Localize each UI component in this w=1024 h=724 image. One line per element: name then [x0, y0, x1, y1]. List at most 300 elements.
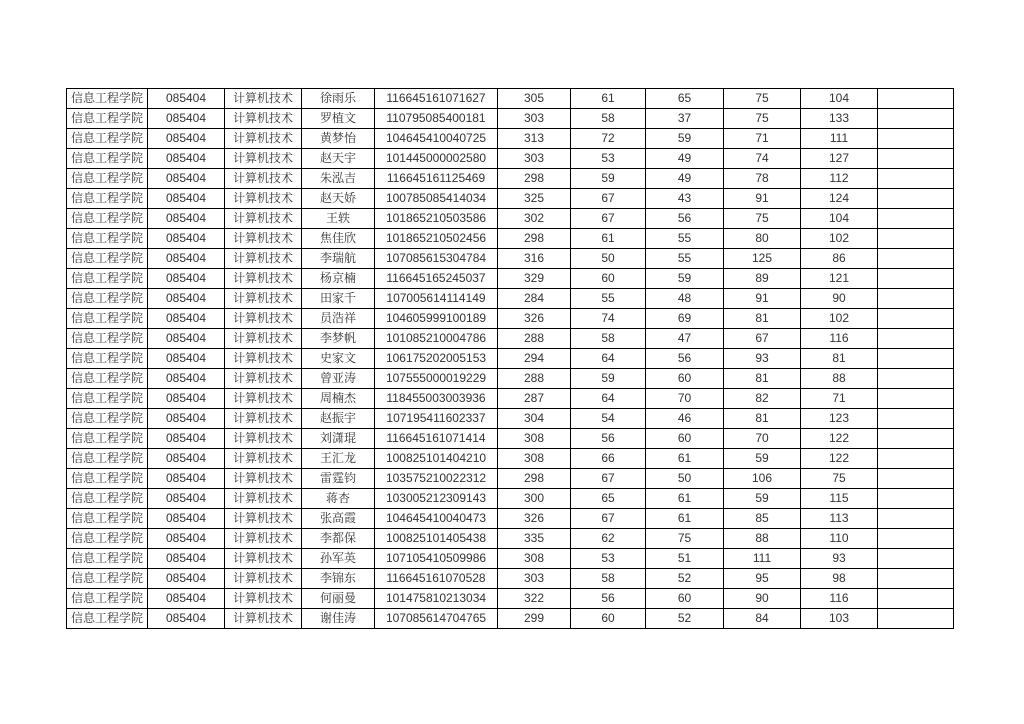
cell-score-3: 75 [724, 109, 801, 129]
cell-name: 杨京楠 [302, 269, 375, 289]
cell-note [878, 349, 954, 369]
cell-major: 计算机技术 [225, 89, 302, 109]
cell-score-4: 123 [801, 409, 878, 429]
cell-note [878, 249, 954, 269]
table-row [67, 249, 954, 269]
cell-note [878, 549, 954, 569]
cell-total-score: 316 [498, 249, 571, 269]
cell-exam-id: 104645410040473 [375, 509, 498, 529]
cell-total-score: 302 [498, 209, 571, 229]
cell-major: 计算机技术 [225, 529, 302, 549]
cell-major: 计算机技术 [225, 609, 302, 629]
cell-total-score: 313 [498, 129, 571, 149]
cell-major-code: 085404 [148, 429, 225, 449]
cell-name: 王轶 [302, 209, 375, 229]
cell-score-3: 93 [724, 349, 801, 369]
cell-score-4: 102 [801, 229, 878, 249]
cell-note [878, 429, 954, 449]
table-row [67, 269, 954, 289]
table-row [67, 149, 954, 169]
cell-total-score: 303 [498, 149, 571, 169]
cell-score-1: 58 [571, 569, 646, 589]
cell-exam-id: 100785085414034 [375, 189, 498, 209]
cell-name: 史家文 [302, 349, 375, 369]
cell-name: 赵振宇 [302, 409, 375, 429]
cell-note [878, 369, 954, 389]
cell-score-1: 64 [571, 389, 646, 409]
table-row [67, 309, 954, 329]
cell-major-code: 085404 [148, 349, 225, 369]
cell-note [878, 169, 954, 189]
table-row [67, 569, 954, 589]
cell-total-score: 325 [498, 189, 571, 209]
cell-major: 计算机技术 [225, 329, 302, 349]
cell-score-4: 98 [801, 569, 878, 589]
cell-score-2: 60 [646, 589, 724, 609]
cell-score-2: 65 [646, 89, 724, 109]
table-row [67, 609, 954, 629]
cell-major: 计算机技术 [225, 389, 302, 409]
cell-exam-id: 116645161071627 [375, 89, 498, 109]
cell-exam-id: 107005614114149 [375, 289, 498, 309]
cell-note [878, 529, 954, 549]
cell-score-2: 50 [646, 469, 724, 489]
cell-score-3: 90 [724, 589, 801, 609]
cell-score-3: 85 [724, 509, 801, 529]
cell-name: 王汇龙 [302, 449, 375, 469]
table-row [67, 489, 954, 509]
cell-total-score: 303 [498, 109, 571, 129]
cell-score-4: 116 [801, 329, 878, 349]
cell-note [878, 409, 954, 429]
cell-college: 信息工程学院 [67, 329, 148, 349]
score-table [66, 88, 954, 629]
cell-score-4: 121 [801, 269, 878, 289]
cell-note [878, 389, 954, 409]
table-row [67, 429, 954, 449]
cell-college: 信息工程学院 [67, 269, 148, 289]
cell-note [878, 509, 954, 529]
cell-total-score: 298 [498, 229, 571, 249]
cell-major-code: 085404 [148, 329, 225, 349]
cell-college: 信息工程学院 [67, 489, 148, 509]
cell-major-code: 085404 [148, 269, 225, 289]
cell-score-3: 81 [724, 309, 801, 329]
table-row [67, 449, 954, 469]
cell-total-score: 308 [498, 449, 571, 469]
cell-name: 李锦东 [302, 569, 375, 589]
cell-exam-id: 100825101405438 [375, 529, 498, 549]
cell-name: 雷霆钧 [302, 469, 375, 489]
cell-score-1: 67 [571, 509, 646, 529]
table-row [67, 469, 954, 489]
cell-note [878, 589, 954, 609]
cell-score-3: 125 [724, 249, 801, 269]
cell-name: 谢佳涛 [302, 609, 375, 629]
cell-exam-id: 118455003003936 [375, 389, 498, 409]
cell-major-code: 085404 [148, 309, 225, 329]
cell-total-score: 287 [498, 389, 571, 409]
cell-note [878, 489, 954, 509]
cell-major-code: 085404 [148, 289, 225, 309]
cell-score-2: 59 [646, 129, 724, 149]
cell-score-3: 71 [724, 129, 801, 149]
cell-score-3: 84 [724, 609, 801, 629]
cell-score-1: 65 [571, 489, 646, 509]
cell-name: 焦佳欣 [302, 229, 375, 249]
cell-major: 计算机技术 [225, 369, 302, 389]
cell-score-2: 55 [646, 249, 724, 269]
cell-score-1: 55 [571, 289, 646, 309]
cell-college: 信息工程学院 [67, 509, 148, 529]
cell-total-score: 322 [498, 589, 571, 609]
cell-score-4: 104 [801, 89, 878, 109]
cell-score-1: 61 [571, 89, 646, 109]
cell-exam-id: 107195411602337 [375, 409, 498, 429]
cell-exam-id: 101865210502456 [375, 229, 498, 249]
cell-major-code: 085404 [148, 489, 225, 509]
cell-score-4: 88 [801, 369, 878, 389]
cell-score-4: 116 [801, 589, 878, 609]
cell-score-3: 91 [724, 289, 801, 309]
cell-score-3: 89 [724, 269, 801, 289]
cell-total-score: 294 [498, 349, 571, 369]
cell-score-3: 111 [724, 549, 801, 569]
cell-score-3: 106 [724, 469, 801, 489]
cell-major-code: 085404 [148, 469, 225, 489]
table-row [67, 289, 954, 309]
cell-score-4: 110 [801, 529, 878, 549]
cell-score-3: 81 [724, 409, 801, 429]
cell-score-4: 111 [801, 129, 878, 149]
cell-score-3: 59 [724, 449, 801, 469]
cell-score-1: 53 [571, 149, 646, 169]
cell-score-3: 95 [724, 569, 801, 589]
cell-score-1: 67 [571, 209, 646, 229]
cell-score-2: 61 [646, 489, 724, 509]
cell-score-4: 102 [801, 309, 878, 329]
cell-score-4: 71 [801, 389, 878, 409]
cell-score-4: 122 [801, 449, 878, 469]
cell-note [878, 109, 954, 129]
cell-note [878, 469, 954, 489]
cell-name: 曾亚涛 [302, 369, 375, 389]
cell-college: 信息工程学院 [67, 189, 148, 209]
cell-name: 李梦帆 [302, 329, 375, 349]
cell-total-score: 304 [498, 409, 571, 429]
table-row [67, 109, 954, 129]
cell-score-3: 82 [724, 389, 801, 409]
cell-score-2: 70 [646, 389, 724, 409]
cell-score-4: 127 [801, 149, 878, 169]
cell-major: 计算机技术 [225, 249, 302, 269]
cell-note [878, 569, 954, 589]
cell-major-code: 085404 [148, 189, 225, 209]
cell-exam-id: 100825101404210 [375, 449, 498, 469]
cell-score-1: 60 [571, 269, 646, 289]
cell-score-3: 81 [724, 369, 801, 389]
cell-college: 信息工程学院 [67, 549, 148, 569]
cell-score-2: 61 [646, 449, 724, 469]
cell-name: 何丽曼 [302, 589, 375, 609]
cell-major: 计算机技术 [225, 209, 302, 229]
cell-score-1: 59 [571, 369, 646, 389]
cell-major: 计算机技术 [225, 109, 302, 129]
cell-college: 信息工程学院 [67, 289, 148, 309]
cell-score-1: 67 [571, 469, 646, 489]
cell-total-score: 305 [498, 89, 571, 109]
cell-note [878, 309, 954, 329]
cell-score-4: 122 [801, 429, 878, 449]
cell-name: 黄梦怡 [302, 129, 375, 149]
table-row [67, 209, 954, 229]
cell-score-2: 49 [646, 149, 724, 169]
cell-score-2: 69 [646, 309, 724, 329]
cell-score-1: 64 [571, 349, 646, 369]
cell-exam-id: 101085210004786 [375, 329, 498, 349]
cell-note [878, 609, 954, 629]
cell-name: 李都保 [302, 529, 375, 549]
cell-score-1: 59 [571, 169, 646, 189]
cell-exam-id: 116645165245037 [375, 269, 498, 289]
cell-college: 信息工程学院 [67, 349, 148, 369]
cell-major: 计算机技术 [225, 469, 302, 489]
cell-total-score: 284 [498, 289, 571, 309]
cell-score-2: 49 [646, 169, 724, 189]
cell-major: 计算机技术 [225, 169, 302, 189]
cell-score-2: 37 [646, 109, 724, 129]
cell-major-code: 085404 [148, 89, 225, 109]
cell-major-code: 085404 [148, 109, 225, 129]
cell-college: 信息工程学院 [67, 89, 148, 109]
cell-college: 信息工程学院 [67, 589, 148, 609]
cell-total-score: 326 [498, 309, 571, 329]
cell-total-score: 329 [498, 269, 571, 289]
cell-score-4: 81 [801, 349, 878, 369]
cell-name: 赵天宇 [302, 149, 375, 169]
cell-college: 信息工程学院 [67, 109, 148, 129]
cell-score-4: 124 [801, 189, 878, 209]
cell-major-code: 085404 [148, 129, 225, 149]
table-row [67, 89, 954, 109]
cell-major: 计算机技术 [225, 309, 302, 329]
cell-score-1: 60 [571, 609, 646, 629]
cell-college: 信息工程学院 [67, 429, 148, 449]
cell-score-2: 56 [646, 209, 724, 229]
cell-score-3: 91 [724, 189, 801, 209]
cell-score-3: 67 [724, 329, 801, 349]
cell-total-score: 308 [498, 429, 571, 449]
cell-score-4: 75 [801, 469, 878, 489]
cell-score-4: 104 [801, 209, 878, 229]
cell-major-code: 085404 [148, 229, 225, 249]
cell-major: 计算机技术 [225, 129, 302, 149]
cell-exam-id: 107105410509986 [375, 549, 498, 569]
cell-major-code: 085404 [148, 209, 225, 229]
cell-score-4: 113 [801, 509, 878, 529]
cell-exam-id: 101475810213034 [375, 589, 498, 609]
cell-score-4: 133 [801, 109, 878, 129]
cell-score-2: 61 [646, 509, 724, 529]
cell-note [878, 269, 954, 289]
cell-score-1: 56 [571, 429, 646, 449]
cell-name: 罗植文 [302, 109, 375, 129]
cell-score-1: 72 [571, 129, 646, 149]
cell-name: 周楠杰 [302, 389, 375, 409]
cell-college: 信息工程学院 [67, 149, 148, 169]
cell-score-1: 66 [571, 449, 646, 469]
cell-total-score: 303 [498, 569, 571, 589]
cell-score-1: 54 [571, 409, 646, 429]
cell-exam-id: 106175202005153 [375, 349, 498, 369]
table-row [67, 329, 954, 349]
cell-score-2: 60 [646, 429, 724, 449]
cell-total-score: 326 [498, 509, 571, 529]
cell-score-2: 75 [646, 529, 724, 549]
cell-major: 计算机技术 [225, 449, 302, 469]
cell-college: 信息工程学院 [67, 169, 148, 189]
cell-total-score: 335 [498, 529, 571, 549]
cell-total-score: 298 [498, 469, 571, 489]
cell-total-score: 288 [498, 369, 571, 389]
cell-score-2: 46 [646, 409, 724, 429]
cell-exam-id: 103005212309143 [375, 489, 498, 509]
cell-total-score: 298 [498, 169, 571, 189]
cell-major-code: 085404 [148, 589, 225, 609]
cell-major-code: 085404 [148, 449, 225, 469]
cell-major: 计算机技术 [225, 409, 302, 429]
cell-exam-id: 116645161071414 [375, 429, 498, 449]
cell-name: 孙军英 [302, 549, 375, 569]
cell-college: 信息工程学院 [67, 529, 148, 549]
cell-total-score: 308 [498, 549, 571, 569]
cell-major-code: 085404 [148, 569, 225, 589]
cell-major-code: 085404 [148, 149, 225, 169]
cell-major-code: 085404 [148, 389, 225, 409]
cell-note [878, 229, 954, 249]
table-row [67, 229, 954, 249]
cell-score-2: 52 [646, 569, 724, 589]
cell-college: 信息工程学院 [67, 309, 148, 329]
cell-major: 计算机技术 [225, 569, 302, 589]
cell-score-1: 58 [571, 329, 646, 349]
cell-score-2: 60 [646, 369, 724, 389]
cell-major-code: 085404 [148, 609, 225, 629]
cell-major: 计算机技术 [225, 549, 302, 569]
cell-major: 计算机技术 [225, 289, 302, 309]
cell-major-code: 085404 [148, 509, 225, 529]
cell-score-3: 70 [724, 429, 801, 449]
cell-score-3: 59 [724, 489, 801, 509]
cell-major-code: 085404 [148, 169, 225, 189]
cell-major: 计算机技术 [225, 589, 302, 609]
cell-note [878, 189, 954, 209]
cell-major: 计算机技术 [225, 149, 302, 169]
cell-score-3: 75 [724, 209, 801, 229]
cell-score-1: 67 [571, 189, 646, 209]
cell-major: 计算机技术 [225, 189, 302, 209]
cell-major: 计算机技术 [225, 269, 302, 289]
cell-score-3: 75 [724, 89, 801, 109]
table-row [67, 189, 954, 209]
cell-note [878, 129, 954, 149]
cell-name: 蒋杏 [302, 489, 375, 509]
cell-major-code: 085404 [148, 549, 225, 569]
cell-college: 信息工程学院 [67, 449, 148, 469]
cell-note [878, 89, 954, 109]
cell-score-2: 47 [646, 329, 724, 349]
cell-score-1: 62 [571, 529, 646, 549]
cell-college: 信息工程学院 [67, 249, 148, 269]
cell-college: 信息工程学院 [67, 209, 148, 229]
cell-note [878, 149, 954, 169]
cell-name: 张高霞 [302, 509, 375, 529]
cell-score-2: 51 [646, 549, 724, 569]
table-row [67, 369, 954, 389]
cell-college: 信息工程学院 [67, 609, 148, 629]
cell-major: 计算机技术 [225, 229, 302, 249]
table-row [67, 529, 954, 549]
cell-note [878, 449, 954, 469]
cell-score-2: 52 [646, 609, 724, 629]
cell-score-2: 43 [646, 189, 724, 209]
table-row [67, 549, 954, 569]
cell-score-1: 53 [571, 549, 646, 569]
cell-score-4: 90 [801, 289, 878, 309]
cell-score-2: 56 [646, 349, 724, 369]
cell-score-2: 48 [646, 289, 724, 309]
cell-major: 计算机技术 [225, 429, 302, 449]
cell-total-score: 288 [498, 329, 571, 349]
cell-exam-id: 104645410040725 [375, 129, 498, 149]
cell-exam-id: 110795085400181 [375, 109, 498, 129]
cell-college: 信息工程学院 [67, 229, 148, 249]
cell-exam-id: 107085615304784 [375, 249, 498, 269]
cell-score-1: 61 [571, 229, 646, 249]
cell-score-4: 93 [801, 549, 878, 569]
cell-score-1: 74 [571, 309, 646, 329]
cell-exam-id: 116645161070528 [375, 569, 498, 589]
cell-score-4: 103 [801, 609, 878, 629]
cell-name: 赵天娇 [302, 189, 375, 209]
cell-exam-id: 116645161125469 [375, 169, 498, 189]
cell-exam-id: 103575210022312 [375, 469, 498, 489]
cell-score-3: 74 [724, 149, 801, 169]
cell-note [878, 329, 954, 349]
cell-exam-id: 104605999100189 [375, 309, 498, 329]
cell-score-3: 80 [724, 229, 801, 249]
cell-score-4: 115 [801, 489, 878, 509]
cell-note [878, 209, 954, 229]
cell-score-4: 112 [801, 169, 878, 189]
cell-name: 李瑞航 [302, 249, 375, 269]
table-row [67, 589, 954, 609]
cell-major-code: 085404 [148, 529, 225, 549]
cell-college: 信息工程学院 [67, 409, 148, 429]
cell-major-code: 085404 [148, 249, 225, 269]
table-row [67, 409, 954, 429]
cell-name: 员浩祥 [302, 309, 375, 329]
table-row [67, 509, 954, 529]
cell-exam-id: 101445000002580 [375, 149, 498, 169]
table-row [67, 389, 954, 409]
table-row [67, 129, 954, 149]
cell-total-score: 300 [498, 489, 571, 509]
cell-college: 信息工程学院 [67, 129, 148, 149]
cell-college: 信息工程学院 [67, 469, 148, 489]
cell-exam-id: 107555000019229 [375, 369, 498, 389]
cell-major-code: 085404 [148, 409, 225, 429]
